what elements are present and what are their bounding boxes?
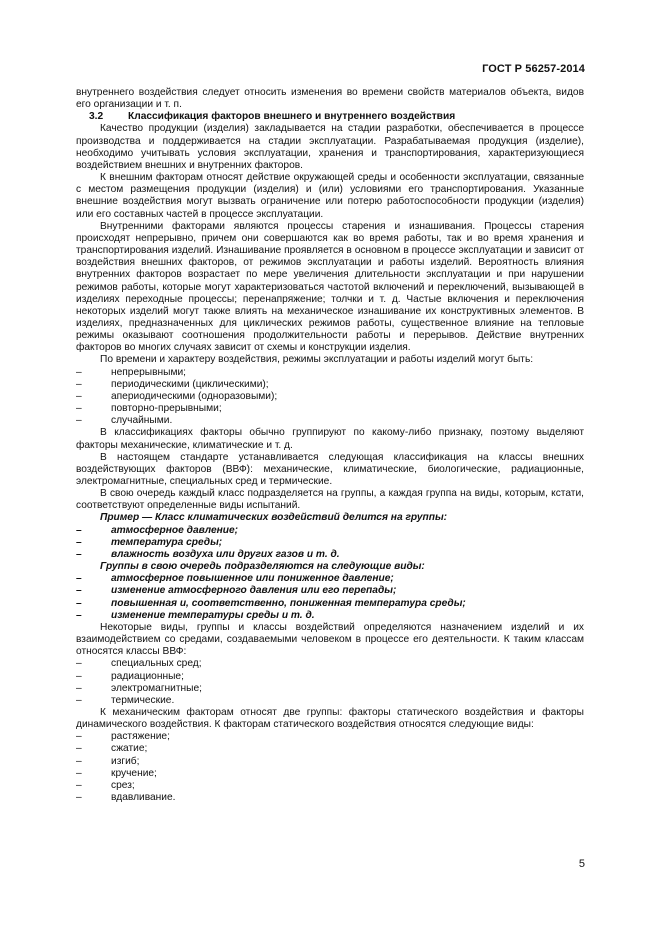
list-item: – сжатие; (76, 743, 148, 755)
page-number: 5 (578, 858, 585, 870)
dash-bullet: – (76, 366, 82, 378)
list-item: – случайными. (76, 415, 173, 427)
section-heading (76, 111, 584, 123)
dash-bullet: – (76, 743, 82, 755)
list-item: – апериодическими (одноразовыми); (76, 390, 278, 402)
list-item: – кручение; (76, 767, 157, 779)
paragraph: Некоторые виды, группы и классы воздействий определяются назначением изделий и их взаимодействием со средами, создаваемыми человеком в процессе его деятельности. К таким классам относятся классы ВВФ: (76, 621, 584, 658)
paragraph: В свою очередь каждый класс подразделяется на группы, а каждая группа на виды, которым, кстати, соответствуют определенные виды испытаний. (76, 488, 584, 512)
list-operating-modes (76, 367, 584, 428)
dash-bullet: – (76, 658, 82, 670)
list-item: – изменение атмосферного давления или его перепады; (76, 585, 397, 597)
list-item: – радиационные; (76, 670, 184, 682)
dash-bullet: – (76, 524, 82, 536)
list-item: – специальных сред; (76, 658, 202, 670)
list-item: – вдавливание. (76, 792, 176, 804)
dash-bullet: – (76, 755, 82, 767)
paragraph-intro: внутреннего воздействия следует относить изменения во времени свойств материалов объекта, видов его организации и т. п. (76, 87, 584, 111)
paragraph: К механическим факторам относят две группы: факторы статического воздействия и факторы динамического воздействия. К факторам статического воздействия относятся следующие виды: (76, 706, 584, 731)
list-vvf-classes (76, 658, 584, 707)
dash-bullet: – (76, 390, 82, 402)
list-item: – срез; (76, 779, 135, 791)
list-item: – повышенная и, соответственно, пониженная температура среды; (76, 597, 466, 609)
example-heading: Пример — Класс климатических воздействий делится на группы: (100, 512, 448, 524)
list-item: – атмосферное повышенное или пониженное давление; (76, 573, 394, 585)
dash-bullet: – (76, 585, 82, 597)
list-item: – термические. (76, 694, 175, 706)
dash-bullet: – (76, 573, 82, 585)
dash-bullet: – (76, 670, 82, 682)
dash-bullet: – (76, 682, 82, 694)
dash-bullet: – (76, 779, 82, 791)
dash-bullet: – (76, 792, 82, 804)
list-item: – атмосферное давление; (76, 524, 239, 536)
list-item: – растяжение; (76, 731, 170, 743)
section-title: Классификация факторов внешнего и внутреннего воздействия (128, 111, 456, 123)
document-code-header: ГОСТ Р 56257-2014 (482, 63, 585, 75)
document-body (76, 87, 584, 804)
paragraph: К внешним факторам относят действие окружающей среды и особенности эксплуатации, связанные с местом размещения продукции (изделия) и (или) условиями его транспортирования. Указанные внешние воздействия могут вызвать ограничение или потерю работоспособности продукции (изделия) или его составных частей в процессе эксплуатации. (76, 172, 584, 220)
list-static-impact-types (76, 731, 584, 804)
list-item: – изгиб; (76, 755, 140, 767)
dash-bullet: – (76, 609, 82, 621)
section-number: 3.2 (89, 111, 104, 123)
list-item: – непрерывными; (76, 366, 187, 378)
paragraph: По времени и характеру воздействия, режимы эксплуатации и работы изделий могут быть: (100, 354, 534, 366)
list-item: – изменение температуры среды и т. д. (76, 609, 315, 621)
paragraph: В настоящем стандарте устанавливается следующая классификация на классы внешних воздействующих факторов (ВВФ): механические, климатические, биологические, радиационные, электромагнитные, специальных сред и термические. (76, 451, 584, 487)
list-item: – электромагнитные; (76, 682, 202, 694)
dash-bullet: – (76, 403, 82, 415)
dash-bullet: – (76, 378, 82, 390)
dash-bullet: – (76, 597, 82, 609)
example-block (76, 512, 584, 621)
dash-bullet: – (76, 415, 82, 427)
paragraph: Качество продукции (изделия) закладывается на стадии разработки, обеспечивается в процессе производства и поддерживается на стадии эксплуатации. Разрабатываемая продукция (изделие), необходимо учитывать условия эксплуатации, хранения и транспортирования, характеризующиеся воздействием внешних и внутренних факторов. (76, 123, 584, 171)
list-item: – повторно-прерывными; (76, 403, 222, 415)
dash-bullet: – (76, 694, 82, 706)
paragraph: Внутренними факторами являются процессы старения и изнашивания. Процессы старения происходят непрерывно, причем они совершаются как во время работы, так и во время хранения и транспортирования изделий. Изнашивание проявляется в основном в процессе эксплуатации и зависит от воздействия внешних факторов, от режимов эксплуатации и работы изделий. Вероятность влияния внутренних факторов возрастает по мере увеличения длительности эксплуатации и при нарушении режимов работы, которые могут характеризоваться частотой включений и переключений, вызывающей в изделиях переходные процессы; перенапряжение; толчки и т. д. Частые включения и переключения некоторых изделий могут также влиять на механическое изнашивание их конструктивных элементов. В изделиях, предназначенных для циклических режимов работы, существенное влияние на тепловые режимы оказывают соотношения продолжительности работы и перерывов. Действие внутренних факторов во многих случаях зависит от схемы и конструкции изделия. (76, 220, 584, 354)
dash-bullet: – (76, 731, 82, 743)
example-subheading: Группы в свою очередь подразделяются на следующие виды: (100, 561, 425, 573)
dash-bullet: – (76, 767, 82, 779)
list-item: – влажность воздуха или других газов и т. д. (76, 548, 340, 560)
list-item: – периодическими (циклическими); (76, 378, 269, 390)
paragraph: В классификациях факторы обычно группируют по какому-либо признаку, поэтому выделяют факторы механические, климатические и т. д. (76, 427, 584, 451)
list-item: – температура среды; (76, 536, 223, 548)
dash-bullet: – (76, 548, 82, 560)
dash-bullet: – (76, 536, 82, 548)
